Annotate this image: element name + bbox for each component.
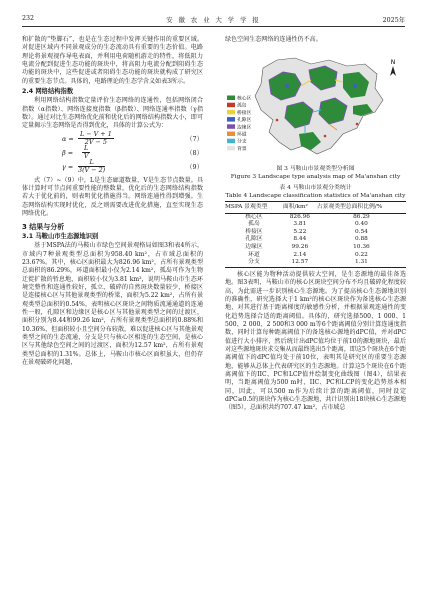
- equation-7: α = $\frac{L - V + 1}{2V - 5}$ （7）: [62, 129, 203, 146]
- section-2-4-paragraph: 利用网络结构指数定量评价生态网络的连通性，包括网络闭合指数（α指数）、网络连接度指数（β指数）、网络连通率指数（γ指数）。通过对比生态网络优化前和优化后的网络结构指数大小，即可定量揭示生态网络是否得到优化，具体的计算公式为：: [22, 97, 203, 130]
- running-header: [22, 14, 405, 27]
- figure-caption-en: Figure 3 Landscape type analysis map of Ma'anshan city: [230, 174, 401, 181]
- table-cell: 5.22: [293, 228, 307, 235]
- legend-label: 桥接区: [237, 111, 252, 117]
- section-3-1-continued-paragraph: 核心区能为物种活动提供较大空间，是生态源地的最佳备选地。图3表明，马鞍山市的核心区斑块空间分布不均且破碎化程度较高，为此需进一步识别核心生态源地。为了提高核心生态源地识别的准确性，研究选择大于1 km²的核心区斑块作为备选核心生态源地，对其进行基于距离梯度的敏感性分析，并根据景观连通性的变化趋势选择合适的距离阈值。具体的，研究选择500、1 000、1 500、2 000、2 500和3 000 m等6个距离阈值分别计算连通度指数，同时计算每种距离阈值下的备选核心源地的dPC值，并对dPC值进行大小排序，然后统计出dPC值均位于前10的源地斑块，最后对这些源地斑块求交集从而最终选出5个距离，即这5个斑块在6个距离阈值下的dPC值均处于前10位，表明其是研究区的重要生态源地，能够从总体上代表研究区的生态源地。计算这5个斑块在6个距离阈值下的IIC、PC和LCP值并绘制变化曲线图（图4），结果表明，当距离阈值为500 m时，IIC、PC和LCP的变化趋势基本相同，因此，可以500 m作为后续计算的距离阈值，同时设定dPC≥0.5的斑块作为核心生态源地，共计识别出18块核心生态源地（图5），总面积共约707.47 km²，占市域总: [225, 270, 406, 412]
- table-header-cell: MSPA 景观类型: [225, 202, 283, 213]
- table-cell: 核心区: [245, 213, 263, 220]
- table-row: [225, 259, 406, 267]
- legend-swatch: [227, 96, 235, 101]
- section-3-1-paragraph: 基于MSPA法的马鞍山市绿色空间景观格局如图3和表4所示，市域内7种景观类型总面积为958.40 km²，占市域总面积的23.67%。其中，核心区面积最大为826.96 km²，占所有景观类型总面积的86.29%，环道面积最小仅为2.14 km²，孤岛可作为生物迁徙扩散的暂息地，面积较小仅为3.81 km²，说明马鞍山市生态环境完整性和连通性较好，孤立、破碎的自然斑块数量较少，桥接区是连接核心区与其他景观类型的桥梁，面积为5.22 km²，占所有景观类型总面积的0.54%，表明核心区斑块之间物质流通通道的连通性一般，孔隙区和边缘区是核心区与其他景观类型之间的过渡区，面积分别为8.44和99.26 km²，占所有景观类型总面积的0.88%和10.36%，但面积较小且空间分布较散，难以促进核心区与其他景观类型之间的生态流通，分支是只与核心区相连的生态空间，是核心区与其他绿色空间之间的过渡区，面积为12.57 km²，占所有景观类型总面积的1.31%。总体上，马鞍山市核心区面积虽大，但仍存在景观破碎化问题，: [22, 242, 203, 366]
- formula-explanation: 式（7）~（9）中，L是生态廊道数量，V是生态节点数量。具体计算时可节点间重要性能的整数量，优化后的生态网络结构指数若大于优化前的，则表明优化措施得当。网络连通性得到增强。生态网络结构实现时优化，反之则需要改进优化措施，直至实现生态网络优化。: [22, 176, 203, 218]
- table-cell: 3.81: [293, 221, 307, 228]
- legend-swatch: [227, 117, 235, 122]
- intro-paragraph: 和扩散的“垫脚石”，也是在生态过程中发挥关键作用的重要区域。对促进区域内不同景观成分的生态流动具有重要的生态价值。电路理论将景观视作导电表面，并利用电荷随机游走的特性，将低阻力电流分配到促进生态功能的斑块中，将高阻力电流分配到阻碍生态功能的斑块中，这些促进或者阻碍生态功能的斑块就构成了研究区的重要生态节点。具体的，电路理论的生态学含义如表3所示。: [22, 36, 203, 85]
- section-3-1-heading: 3.1 马鞍山市生态源地识别: [22, 232, 99, 240]
- table-cell: 0.88: [354, 236, 368, 243]
- issue-year: 2025年: [382, 17, 405, 24]
- islet-patch: [324, 135, 327, 138]
- legend-swatch: [227, 132, 235, 137]
- islet-patch: [356, 123, 359, 126]
- table-row: [225, 221, 406, 229]
- legend-label: 边缘区: [237, 125, 252, 131]
- equation-8: β = $\frac{L}{V}$ （8）: [62, 143, 203, 160]
- north-label: N: [390, 59, 396, 67]
- legend-label: 环道: [237, 132, 247, 138]
- islet-patch: [276, 119, 279, 122]
- legend-swatch: [227, 139, 235, 144]
- right-column: [225, 36, 406, 413]
- table-header-row: [225, 202, 406, 213]
- table-header-cell: 面积/km²: [283, 202, 317, 213]
- legend-label: 背景: [237, 147, 247, 153]
- legend-label: 孤岛: [237, 104, 247, 110]
- figure-caption-cn: 图 3 马鞍山市景观类型分析图: [276, 166, 355, 173]
- continued-paragraph: 绿色空间生态网络的连通性仍不高。: [225, 36, 322, 43]
- journal-name: 安 徽 农 业 大 学 学 报: [166, 17, 261, 24]
- table-cell: 边缘区: [245, 244, 263, 251]
- table-cell: 10.36: [353, 244, 370, 251]
- landscape-map: [225, 50, 406, 164]
- legend-label: 分支: [237, 140, 247, 146]
- map-legend: [227, 95, 252, 152]
- section-2-4-heading: 2.4 网络结构指数: [22, 88, 74, 96]
- table-cell: 孤岛: [248, 221, 260, 228]
- legend-swatch: [227, 110, 235, 115]
- perforation-patch: [285, 84, 289, 88]
- table-cell: 分支: [225, 259, 283, 267]
- section-3-heading: 3 结果与分析: [22, 222, 65, 231]
- table-cell: 0.54: [354, 228, 368, 235]
- table-cell: 孔隙区: [245, 236, 263, 243]
- figure-3-map: [225, 50, 406, 164]
- table-cell: 2.14: [293, 251, 307, 258]
- table-header-cell: 占景观类型总面积比例/%: [317, 202, 406, 213]
- table-cell: 86.29: [353, 213, 370, 220]
- table-cell: 99.26: [291, 244, 309, 251]
- equation-9: γ = $\frac{L}{3(V - 2)}$ （9）: [62, 157, 203, 174]
- legend-label: 孔隙区: [237, 118, 252, 124]
- table-cell: 826.96: [289, 213, 310, 220]
- table-cell: 0.22: [354, 251, 368, 258]
- table-cell: 1.31: [317, 259, 406, 267]
- table-row: [225, 244, 406, 252]
- table-row: [225, 236, 406, 244]
- page-number: 232: [22, 15, 35, 22]
- table-cell: 环道: [248, 251, 260, 258]
- legend-swatch: [227, 103, 235, 108]
- table-cell: 12.57: [283, 259, 317, 267]
- perforation-patch: [353, 84, 357, 88]
- legend-label: 核心区: [237, 96, 252, 102]
- left-column: [22, 36, 203, 367]
- table-cell: 桥接区: [245, 228, 263, 235]
- legend-swatch: [227, 125, 235, 130]
- table-cell: 0.40: [354, 221, 368, 228]
- table-4: [225, 201, 406, 268]
- table-caption-cn: 表 4 马鞍山市景观分类统计: [279, 185, 352, 192]
- table-caption-en: Table 4 Landscape classification statistics of Ma'anshan city: [225, 193, 406, 200]
- table-cell: 8.44: [293, 236, 307, 243]
- legend-swatch: [227, 146, 235, 151]
- north-arrow-icon: [390, 66, 396, 76]
